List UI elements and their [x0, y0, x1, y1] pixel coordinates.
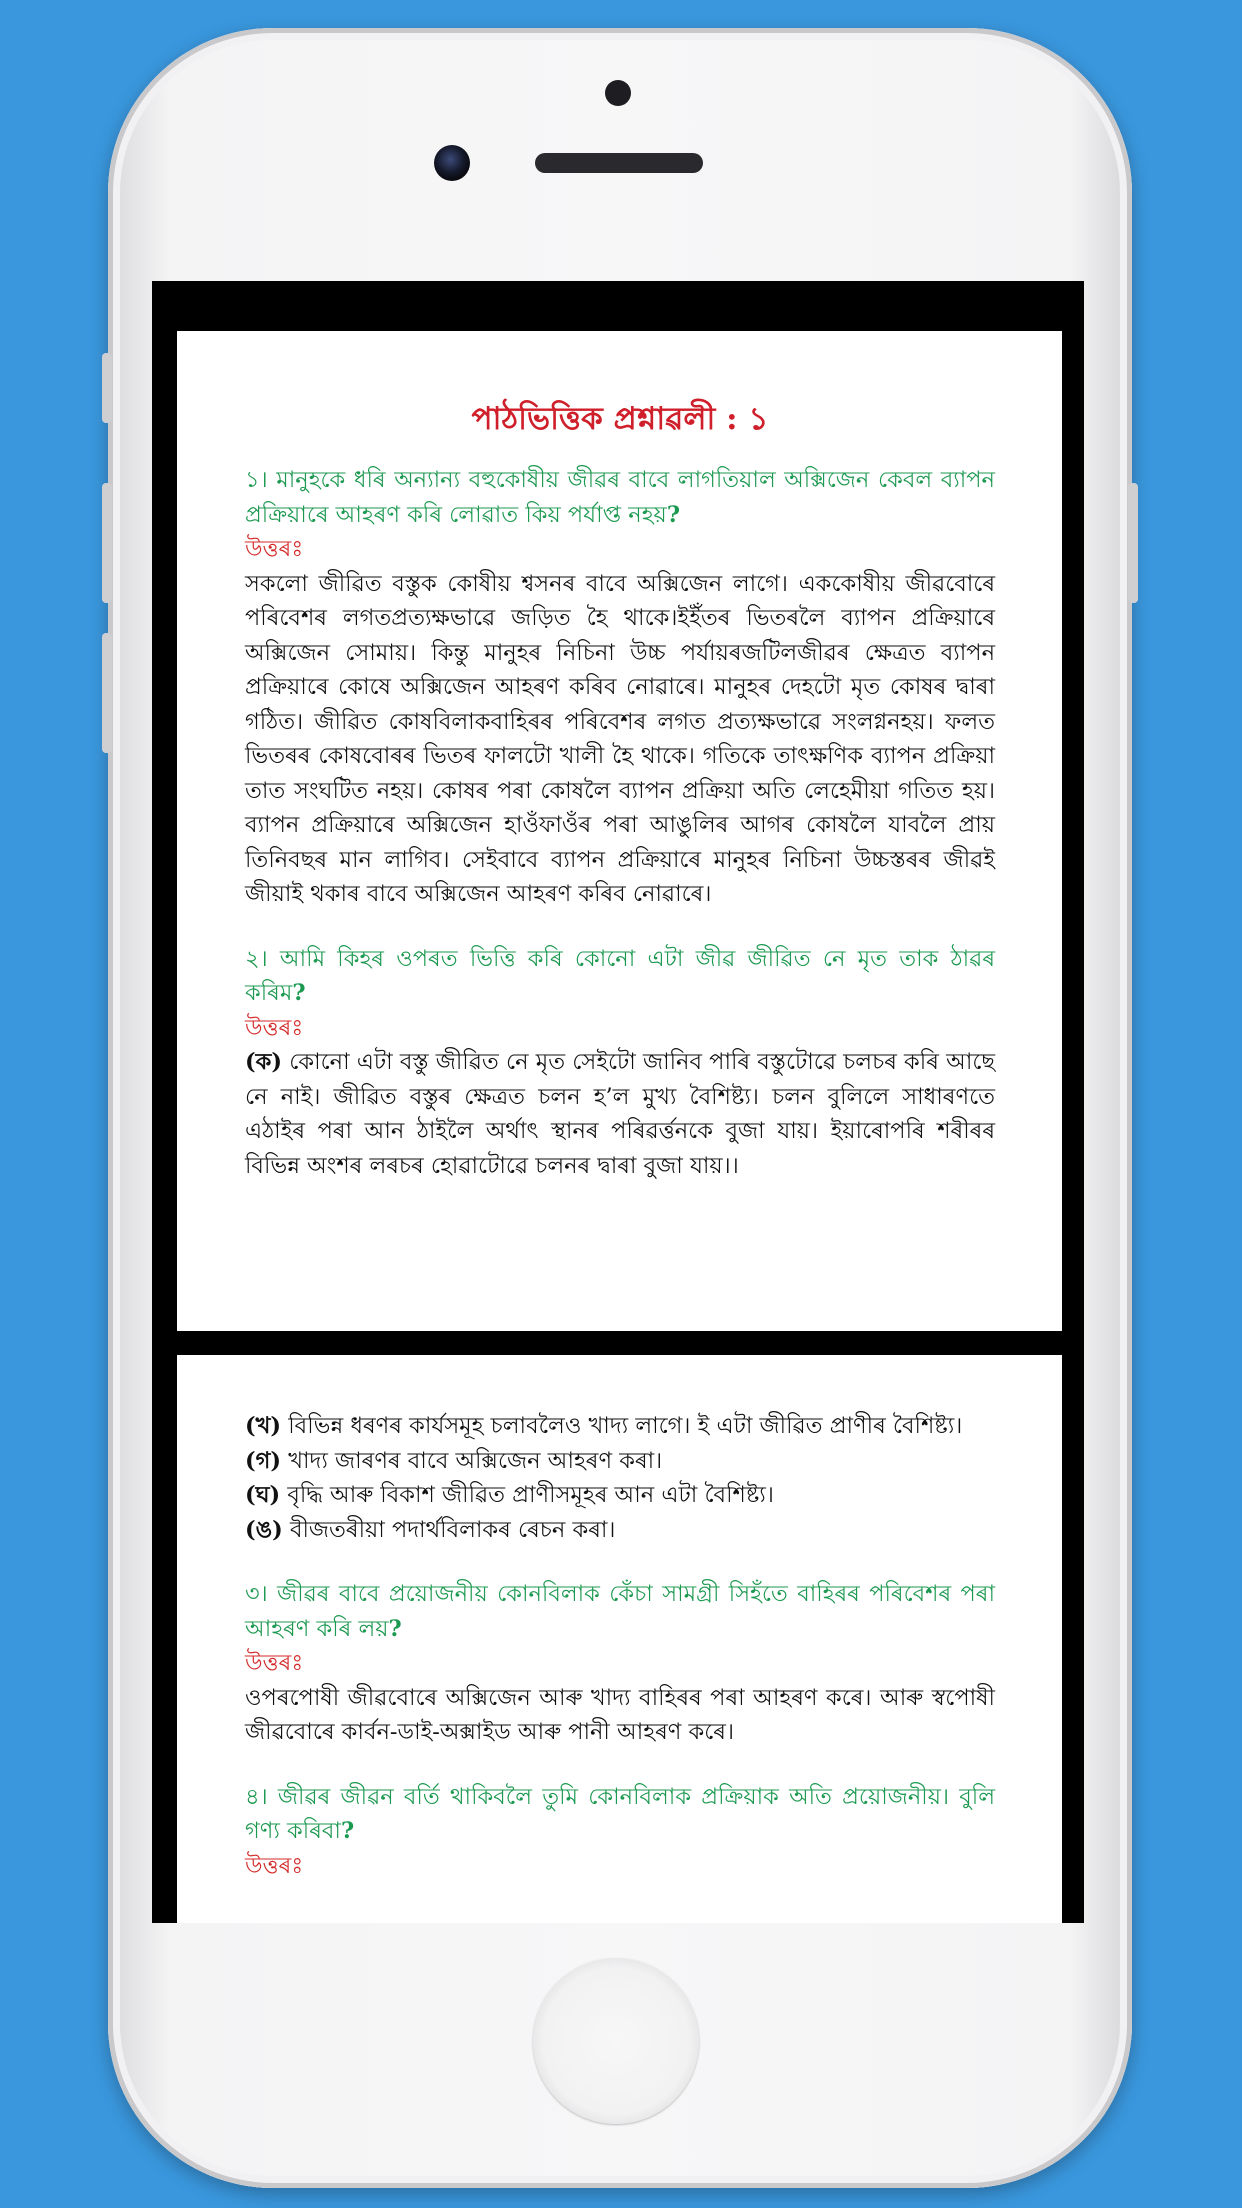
- spacer: [245, 1750, 995, 1780]
- document-page-2: [177, 1355, 1062, 1923]
- list-item-prefix: (ঘ): [245, 1482, 281, 1508]
- list-item: [245, 1478, 995, 1513]
- list-item-text: খাদ্য জাৰণৰ বাবে অক্সিজেন আহৰণ কৰা।: [281, 1447, 663, 1474]
- answer-2-text: কোনো এটা বস্তু জীৱিত নে মৃত সেইটো জানিব পাৰি বস্তুটোৱে চলচৰ কৰি আছে নে নাই। জীৱিত বস্তুৰ ক্ষেত্ৰত চলন হ’ল মুখ্য বৈশিষ্ট্য। চলন বুলিলে সাধাৰণতে এঠাইৰ পৰা আন ঠাইলৈ অৰ্থাৎ স্থানৰ পৰিৱৰ্ত্তনকে বুজা যায়। ইয়াৰোপৰি শৰীৰৰ বিভিন্ন অংশৰ লৰচৰ হোৱাটোৱে চলনৰ দ্বাৰা বুজা যায়।।: [245, 1049, 995, 1179]
- phone-screen: [152, 281, 1084, 1923]
- phone-volume-button: [102, 483, 112, 603]
- answer-label: উত্তৰঃ: [245, 1852, 304, 1879]
- proximity-sensor: [605, 80, 631, 106]
- question-mark: ?: [666, 501, 681, 528]
- page-2-content: [245, 1409, 995, 1883]
- answer-3-text: ওপৰপোষী জীৱবোৰে অক্সিজেন আৰু খাদ্য বাহিৰৰ পৰা আহৰণ কৰে। আৰু স্বপোষী জীৱবোৰে কাৰ্বন-ডাই-অক্সাইড আৰু পানী আহৰণ কৰে।: [245, 1684, 995, 1745]
- list-item: [245, 1409, 995, 1444]
- page-1-content: [245, 397, 995, 1183]
- answer-label: উত্তৰঃ: [245, 1650, 304, 1676]
- answer-label: উত্তৰঃ: [245, 536, 304, 562]
- list-item-prefix: (খ): [245, 1413, 282, 1439]
- page-title: পাঠভিত্তিক প্ৰশ্নাৱলী : ১: [471, 401, 769, 437]
- question-2-text: ২। আমি কিহৰ ওপৰত ভিত্তি কৰি কোনো এটা জীৱ জীৱিত নে মৃত তাক ঠাৱৰ কৰিম: [245, 945, 995, 1006]
- spacer: [245, 1547, 995, 1577]
- question-3-text: ৩। জীৱৰ বাবে প্ৰয়োজনীয় কোনবিলাক কেঁচা সামগ্ৰী সিহঁতে বাহিৰৰ পৰিবেশৰ পৰা আহৰণ কৰি লয়: [245, 1581, 995, 1642]
- document-page-1: [177, 331, 1062, 1331]
- earpiece-speaker: [535, 153, 703, 173]
- list-item-prefix: (ঙ): [245, 1516, 283, 1543]
- home-button[interactable]: [533, 1958, 699, 2124]
- list-item-text: বীজতৰীয়া পদাৰ্থবিলাকৰ ৰেচন কৰা।: [282, 1516, 616, 1543]
- answer-1-text: সকলো জীৱিত বস্তুক কোষীয় শ্বসনৰ বাবে অক্সিজেন লাগে। এককোষীয় জীৱবোৰে পৰিবেশৰ লগতপ্ৰত্যক্ষভাৱে জড়িত হৈ থাকে।ইইঁতৰ ভিতৰলৈ ব্যাপন প্ৰক্ৰিয়াৰে অক্সিজেন সোমায়। কিন্তু মানুহৰ নিচিনা উচ্চ পৰ্যায়ৰজটিলজীৱৰ ক্ষেত্ৰত ব্যাপন প্ৰক্ৰিয়াৰে কোষে অক্সিজেন আহৰণ কৰিব নোৱাৰে। মানুহৰ দেহটো মৃত কোষৰ দ্বাৰা গঠিত। জীৱিত কোষবিলাকবাহিৰৰ পৰিবেশৰ লগত প্ৰত্যক্ষভাৱে সংলগ্ননহয়। ফলত ভিতৰৰ কোষবোৰৰ ভিতৰ ফালটো খালী হৈ থাকে। গতিকে তাৎক্ষণিক ব্যাপন প্ৰক্ৰিয়া তাত সংঘটিত নহয়। কোষৰ পৰা কোষলৈ ব্যাপন প্ৰক্ৰিয়া অতি লেহেমীয়া গতিত হয়। ব্যাপন প্ৰক্ৰিয়াৰে অক্সিজেন হাওঁফাওঁৰ পৰা আঙুলিৰ আগৰ কোষলৈ যাবলৈ প্ৰায় তিনিবছৰ মান লাগিব। সেইবাবে ব্যাপন প্ৰক্ৰিয়াৰে মানুহৰ নিচিনা উচ্চস্তৰৰ জীৱই জীয়াই থকাৰ বাবে অক্সিজেন আহৰণ কৰিব নোৱাৰে।: [245, 570, 995, 907]
- question-4-text: ৪। জীৱৰ জীৱন বৰ্তি থাকিবলৈ তুমি কোনবিলাক প্ৰক্ৰিয়াক অতি প্ৰয়োজনীয়। বুলি গণ্য কৰিবা: [245, 1783, 995, 1844]
- question-1-text: ১। মানুহকে ধৰি অন্যান্য বহুকোষীয় জীৱৰ বাবে লাগতিয়াল অক্সিজেন কেবল ব্যাপন প্ৰক্ৰিয়াৰে আহৰণ কৰি লোৱাত কিয় পৰ্যাপ্ত নহয়: [245, 467, 995, 528]
- question-mark: ?: [292, 980, 306, 1006]
- answer-2-prefix: (ক): [245, 1049, 283, 1075]
- phone-side-button: [102, 353, 112, 423]
- phone-power-button: [1128, 483, 1138, 603]
- question-mark: ?: [340, 1818, 355, 1844]
- list-item: [245, 1513, 995, 1548]
- answer-label: উত্তৰঃ: [245, 1014, 304, 1041]
- question-mark: ?: [388, 1615, 402, 1642]
- question-2: [245, 942, 995, 1011]
- question-4: [245, 1780, 995, 1849]
- front-camera: [434, 145, 470, 181]
- list-item: [245, 1444, 995, 1479]
- list-item-text: বিভিন্ন ধৰণৰ কাৰ্যসমূহ চলাবলৈও খাদ্য লাগে। ই এটা জীৱিত প্ৰাণীৰ বৈশিষ্ট্য।: [281, 1413, 963, 1439]
- answer-2: [245, 1045, 995, 1183]
- phone-volume-button: [102, 633, 112, 753]
- question-1: [245, 463, 995, 532]
- list-item-text: বৃদ্ধি আৰু বিকাশ জীৱিত প্ৰাণীসমূহৰ আন এটা বৈশিষ্ট্য।: [280, 1482, 774, 1508]
- question-3: [245, 1577, 995, 1646]
- spacer: [245, 912, 995, 942]
- list-item-prefix: (গ): [245, 1447, 282, 1474]
